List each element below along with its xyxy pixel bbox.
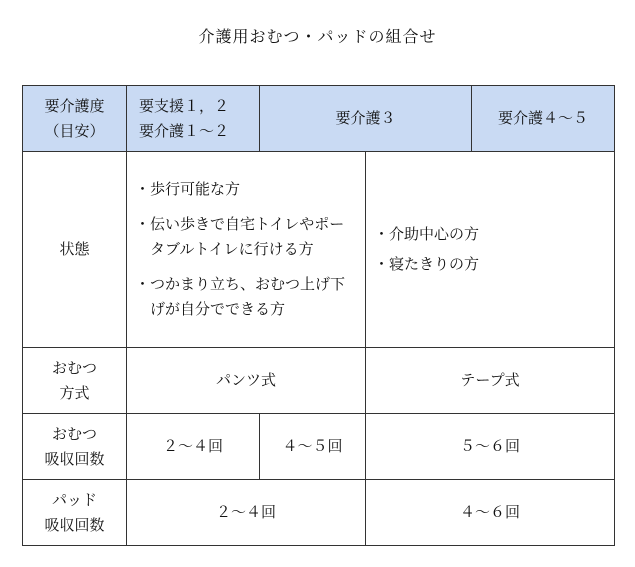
header-support-line1: 要支援１，２ xyxy=(139,96,230,115)
state-item xyxy=(127,177,365,202)
pad-absorb-row xyxy=(23,480,615,546)
pad-absorb-label-line2: 吸収回数 xyxy=(44,515,105,534)
pad-absorb-label xyxy=(23,480,127,546)
diaper-absorb-label-line2: 吸収回数 xyxy=(44,449,105,468)
header-care-level xyxy=(23,86,127,152)
bullet: ・ xyxy=(374,225,390,243)
header-care-4-5: 要介護４～５ xyxy=(472,86,615,152)
pad-absorb-label-line1: パッド xyxy=(51,490,97,509)
state-item-text: 歩行可能な方 xyxy=(150,180,241,198)
diaper-type-row xyxy=(23,348,615,414)
header-support-line2: 要介護１～２ xyxy=(139,121,230,140)
state-right-cell xyxy=(366,152,615,348)
pad-absorb-left: ２～４回 xyxy=(127,480,366,546)
header-row xyxy=(23,86,615,152)
page-title: 介護用おむつ・パッドの組合せ xyxy=(198,27,437,46)
state-item-text: 寝たきりの方 xyxy=(389,255,480,273)
state-item xyxy=(127,272,365,322)
pad-absorb-right: ４～６回 xyxy=(366,480,615,546)
diaper-type-tape: テープ式 xyxy=(366,348,615,414)
header-care-level-line1: 要介護度 xyxy=(44,96,105,115)
diaper-type-label xyxy=(23,348,127,414)
bullet: ・ xyxy=(135,215,151,233)
header-care-level-line2: （目安） xyxy=(44,121,105,140)
diaper-type-pants: パンツ式 xyxy=(127,348,366,414)
state-item-text: つかまり立ち、おむつ上げ下げが自分でできる方 xyxy=(150,275,346,318)
bullet: ・ xyxy=(135,180,151,198)
state-item xyxy=(366,252,614,277)
header-support-level xyxy=(127,86,260,152)
diaper-type-label-line2: 方式 xyxy=(59,383,90,402)
state-label: 状態 xyxy=(23,152,127,348)
state-row xyxy=(23,152,615,348)
diaper-absorb-label-line1: おむつ xyxy=(51,424,97,443)
diaper-absorb-c: ５～６回 xyxy=(366,414,615,480)
diaper-absorb-label xyxy=(23,414,127,480)
bullet: ・ xyxy=(374,255,390,273)
diaper-absorb-a: ２～４回 xyxy=(127,414,260,480)
bullet: ・ xyxy=(135,275,151,293)
state-item xyxy=(127,212,365,262)
diaper-absorb-b: ４～５回 xyxy=(260,414,366,480)
diaper-type-label-line1: おむつ xyxy=(51,358,97,377)
state-item-text: 介助中心の方 xyxy=(389,225,480,243)
diaper-absorb-row xyxy=(23,414,615,480)
state-left-cell xyxy=(127,152,366,348)
state-item xyxy=(366,222,614,247)
care-level-table xyxy=(22,85,615,546)
state-item-text: 伝い歩きで自宅トイレやポータブルトイレに行ける方 xyxy=(150,215,345,258)
header-care-3: 要介護３ xyxy=(260,86,472,152)
